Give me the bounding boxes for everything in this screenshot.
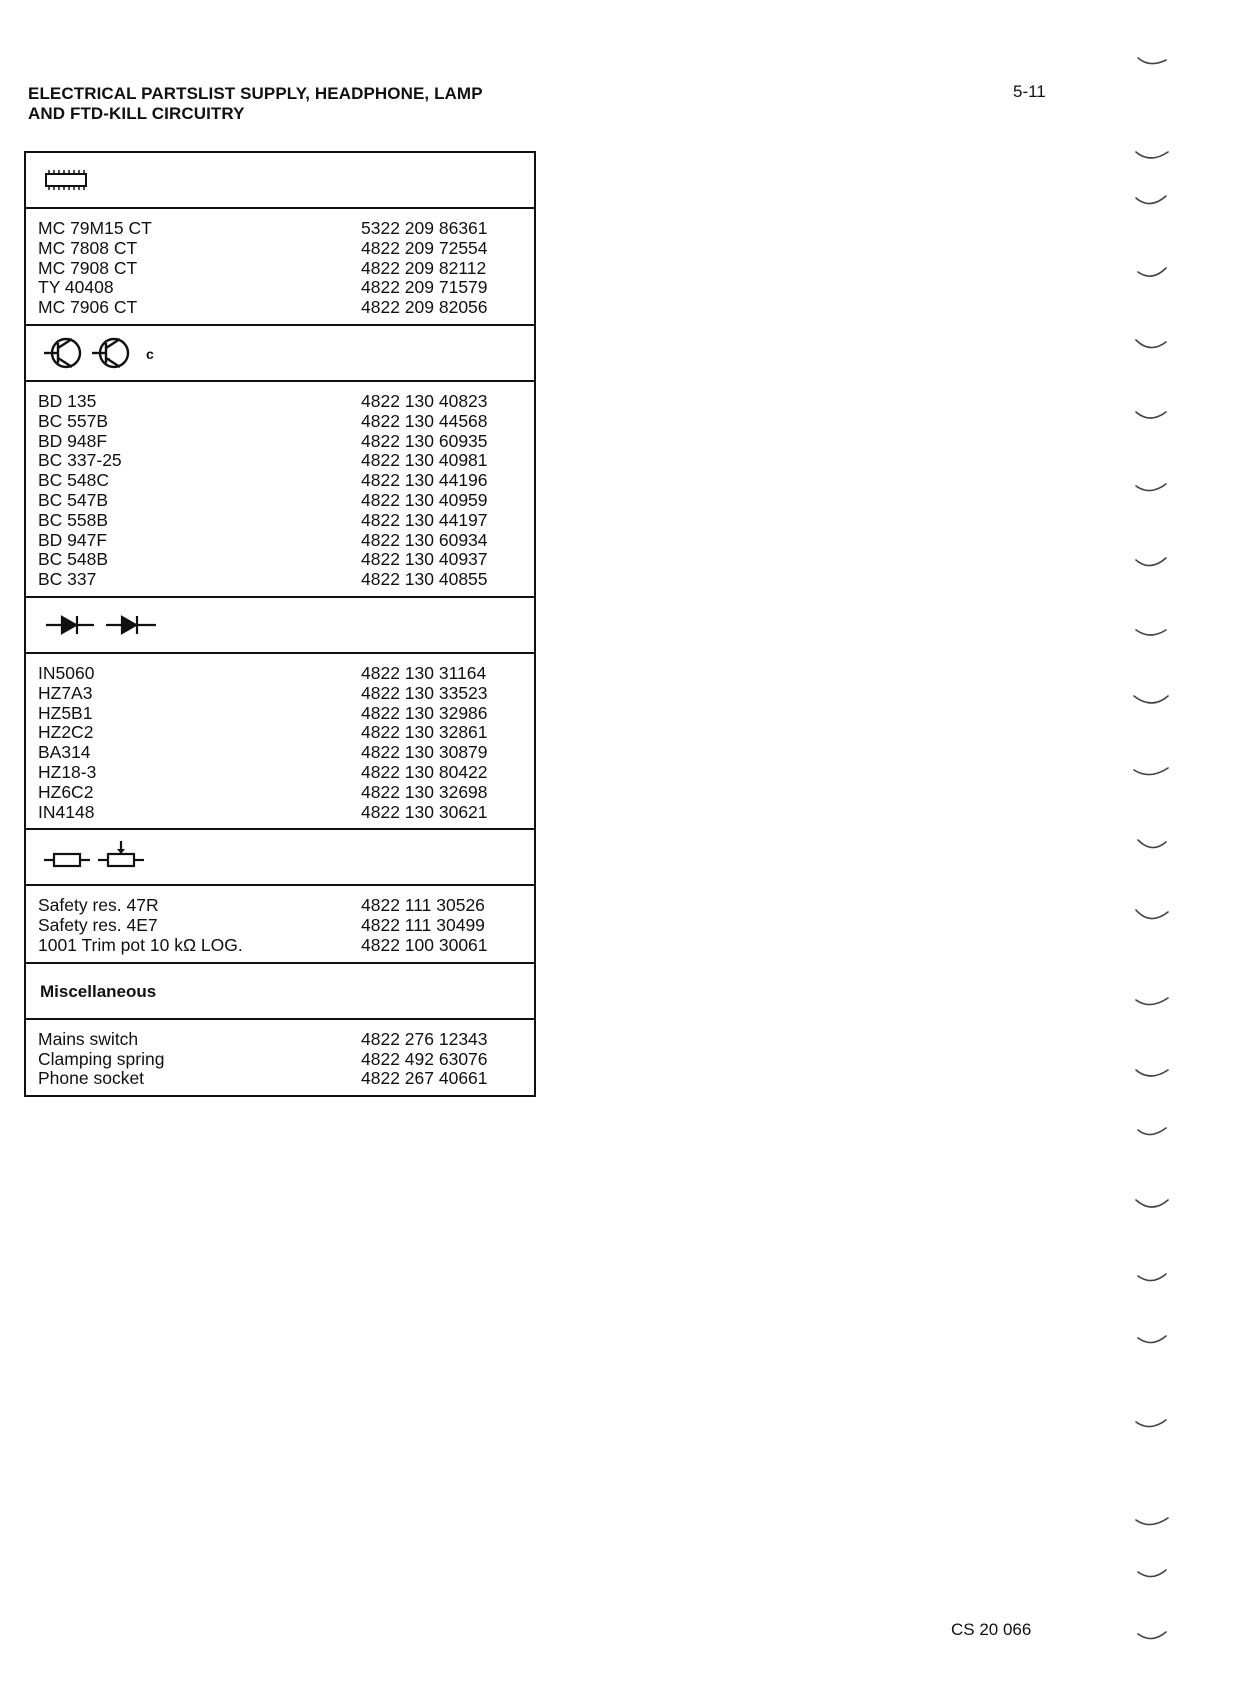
list-item: BC 558B 4822 130 44197 <box>38 509 488 530</box>
resistor-list <box>26 886 534 963</box>
list-item: TY 40408 4822 209 71579 <box>38 277 488 298</box>
transistor-icon-suffix: c <box>146 345 154 362</box>
list-item: MC 7906 CT 4822 209 82056 <box>38 297 488 318</box>
diode-section-header <box>26 598 534 654</box>
resistor-icon <box>42 840 152 872</box>
title-line-2: AND FTD-KILL CIRCUITRY <box>28 104 245 123</box>
list-item: BC 547B 4822 130 40959 <box>38 489 488 510</box>
misc-section-header <box>26 964 534 1020</box>
list-item: HZ6C2 4822 130 32698 <box>38 781 488 802</box>
document-code: CS 20 066 <box>951 1620 1032 1639</box>
page-title <box>28 84 483 124</box>
diode-icon <box>44 614 164 636</box>
list-item: IN5060 4822 130 31164 <box>38 662 487 683</box>
list-item: HZ18-3 4822 130 80422 <box>38 761 488 782</box>
list-item: BC 548C 4822 130 44196 <box>38 470 488 491</box>
list-item: BD 948F 4822 130 60935 <box>38 430 488 451</box>
page-number: 5-11 <box>1013 82 1046 101</box>
list-item: HZ7A3 4822 130 33523 <box>38 682 488 703</box>
list-item: MC 79M15 CT 5322 209 86361 <box>38 218 488 238</box>
list-item: BA314 4822 130 30879 <box>38 742 488 763</box>
list-item: BC 548B 4822 130 40937 <box>38 549 488 570</box>
list-item: IN4148 4822 130 30621 <box>38 801 488 822</box>
list-item: Clamping spring 4822 492 63076 <box>38 1048 488 1069</box>
list-item: MC 7808 CT 4822 209 72554 <box>38 237 488 258</box>
list-item: 1001 Trim pot 10 kΩ LOG. 4822 100 30061 <box>38 934 488 955</box>
diode-list <box>26 654 534 830</box>
parts-list-table <box>24 151 536 1097</box>
misc-section-label: Miscellaneous <box>40 981 157 1001</box>
transistor-section-header <box>26 326 534 382</box>
list-item: MC 7908 CT 4822 209 82112 <box>38 257 487 278</box>
resistor-section-header <box>26 830 534 886</box>
ic-list <box>26 209 534 326</box>
misc-list <box>26 1020 534 1095</box>
list-item: BC 557B 4822 130 44568 <box>38 410 488 431</box>
transistor-icon <box>40 334 150 372</box>
list-item: BC 337 4822 130 40855 <box>38 569 488 590</box>
list-item: BD 947F 4822 130 60934 <box>38 529 488 550</box>
ic-section-header <box>26 153 534 209</box>
list-item: BC 337-25 4822 130 40981 <box>38 450 488 471</box>
integrated-circuit-icon <box>44 169 88 191</box>
binding-holes-edge <box>1118 40 1244 1660</box>
transistor-list <box>26 382 534 598</box>
list-item: HZ2C2 4822 130 32861 <box>38 722 488 743</box>
list-item: Phone socket 4822 267 40661 <box>38 1068 488 1089</box>
title-line-1: ELECTRICAL PARTSLIST SUPPLY, HEADPHONE, LAMP <box>28 84 483 103</box>
list-item: Safety res. 47R 4822 111 30526 <box>38 895 485 916</box>
list-item: Mains switch 4822 276 12343 <box>38 1028 488 1049</box>
list-item: HZ5B1 4822 130 32986 <box>38 702 488 723</box>
list-item: BD 135 4822 130 40823 <box>38 390 488 411</box>
list-item: Safety res. 4E7 4822 111 30499 <box>38 915 485 936</box>
